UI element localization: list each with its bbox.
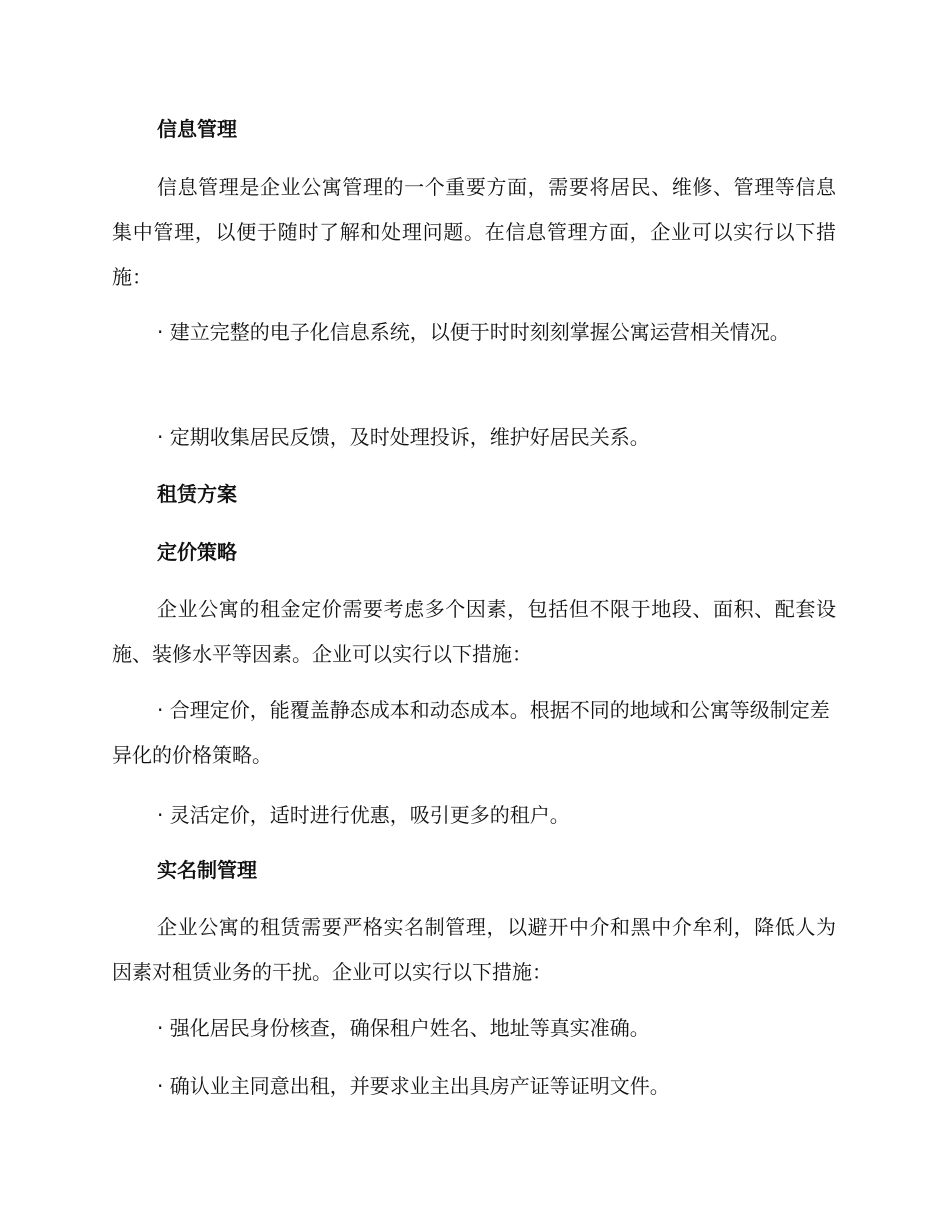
bullet-pricing-1: · 合理定价，能覆盖静态成本和动态成本。根据不同的地域和公寓等级制定差异化的价格策略。 xyxy=(112,698,830,767)
bullet-pricing-2: · 灵活定价，适时进行优惠，吸引更多的租户。 xyxy=(157,803,570,827)
paragraph-pricing-strategy: 企业公寓的租金定价需要考虑多个因素，包括但不限于地段、面积、配套设施、装修水平等因素。企业可以实行以下措施： xyxy=(112,597,836,666)
heading-realname-management: 实名制管理 xyxy=(157,858,257,882)
paragraph-realname-management: 企业公寓的租赁需要严格实名制管理，以避开中介和黑中介牟利，降低人为因素对租赁业务的干扰。企业可以实行以下措施： xyxy=(112,915,836,984)
heading-pricing-strategy: 定价策略 xyxy=(157,540,237,564)
bullet-info-1: · 建立完整的电子化信息系统，以便于时时刻刻掌握公寓运营相关情况。 xyxy=(157,320,790,344)
heading-info-management: 信息管理 xyxy=(157,117,237,141)
heading-rental-plan: 租赁方案 xyxy=(157,482,237,506)
bullet-realname-2: · 确认业主同意出租，并要求业主出具房产证等证明文件。 xyxy=(157,1074,670,1098)
bullet-info-2: · 定期收集居民反馈，及时处理投诉，维护好居民关系。 xyxy=(157,425,650,449)
paragraph-info-management: 信息管理是企业公寓管理的一个重要方面，需要将居民、维修、管理等信息集中管理，以便于随时了解和处理问题。在信息管理方面，企业可以实行以下措施： xyxy=(112,175,836,289)
bullet-realname-1: · 强化居民身份核查，确保租户姓名、地址等真实准确。 xyxy=(157,1016,650,1040)
